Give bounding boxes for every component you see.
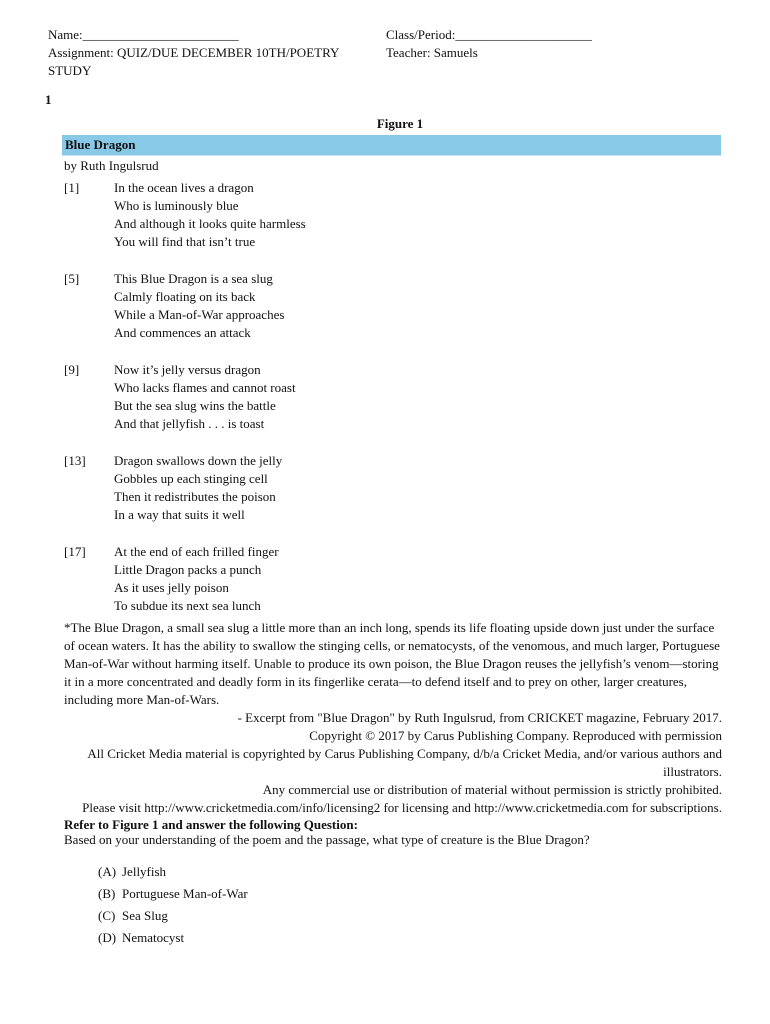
choice-d[interactable] [98,929,498,951]
poem-line: Gobbles up each stinging cell [114,471,268,486]
poem-line: And commences an attack [114,325,251,340]
poem-line: You will find that isn’t true [114,234,256,249]
poem-line: At the end of each frilled finger [114,544,279,559]
source-credits [64,709,722,817]
stanza-lines [114,543,279,615]
poem-line: Then it redistributes the poison [114,489,276,504]
poem-line: Calmly floating on its back [114,289,256,304]
poem-line: Who is luminously blue [114,198,239,213]
excerpt-source: - Excerpt from "Blue Dragon" by Ruth Ingulsrud, from CRICKET magazine, February 2017. [237,710,722,725]
choice-text: Nematocyst [122,930,185,945]
choice-letter: (C) [98,908,116,923]
poem-line: Now it’s jelly versus dragon [114,362,261,377]
choice-c[interactable] [98,907,498,929]
stanza-lines [114,270,284,342]
poem-line: This Blue Dragon is a sea slug [114,271,273,286]
header-right [386,26,726,62]
poem-line: To subdue its next sea lunch [114,598,261,613]
copyright-notice: All Cricket Media material is copyrighted by Carus Publishing Company, d/b/a Cricket Media, and/or various authors and illustrators. [87,746,722,779]
poem-line: And that jellyfish . . . is toast [114,416,265,431]
usage-notice: Any commercial use or distribution of material without permission is strictly prohibited. [262,782,722,797]
licensing-notice: Please visit http://www.cricketmedia.com/info/licensing2 for licensing and http://www.cricketmedia.com for subscriptions. [82,800,722,815]
choice-letter: (D) [98,930,117,945]
stanza-lines [114,361,296,433]
stanza-lines [114,452,282,524]
stanza-number: [9] [64,362,80,377]
stanza-lines [114,179,306,251]
poem-title-bar [62,135,721,156]
poem-author: by Ruth Ingulsrud [64,158,159,173]
poem-line: In a way that suits it well [114,507,245,522]
stanza-number: [13] [64,453,86,468]
question-text: Based on your understanding of the poem and the passage, what type of creature is the Blue Dragon? [64,832,590,847]
poem-line: But the sea slug wins the battle [114,398,276,413]
question-instruction: Refer to Figure 1 and answer the following Question: [64,817,358,832]
assignment-label-cont: STUDY [48,63,92,78]
poem-line: Who lacks flames and cannot roast [114,380,296,395]
choice-b[interactable] [98,885,498,907]
stanza-number: [5] [64,271,80,286]
poem-title: Blue Dragon [65,137,136,152]
assignment-label: Assignment: QUIZ/DUE DECEMBER 10TH/POETRY [48,45,340,60]
header-left [48,26,358,80]
class-period-field[interactable]: Class/Period:_____________________ [386,27,592,42]
poem-line: Little Dragon packs a punch [114,562,262,577]
stanza-number: [1] [64,180,80,195]
poem-line: While a Man-of-War approaches [114,307,285,322]
choice-a[interactable] [98,863,498,885]
name-field[interactable]: Name:________________________ [48,27,239,42]
choice-letter: (A) [98,864,117,879]
poem-line: And although it looks quite harmless [114,216,306,231]
answer-choices [98,863,498,951]
poem-line: As it uses jelly poison [114,580,229,595]
choice-text: Jellyfish [122,864,167,879]
question-number: 1 [45,92,52,107]
teacher-label: Teacher: Samuels [386,45,478,60]
choice-letter: (B) [98,886,116,901]
poem-line: Dragon swallows down the jelly [114,453,283,468]
poem-description: *The Blue Dragon, a small sea slug a little more than an inch long, spends its life floating upside down just under the surface of ocean waters. It has the ability to swallow the stinging cells, or nematocysts, of the venomous, and much larger, Portuguese Man-of-War without harming itself. Unable to produce its own poison, the Blue Dragon reuses the jellyfish’s venom—storing it in a more concentrated and deadly form in its fingerlike cerata—to defend itself and to prey on other, larger creatures, including more Man-of-Wars. [64,620,720,707]
stanza-number: [17] [64,544,86,559]
choice-text: Portuguese Man-of-War [122,886,248,901]
choice-text: Sea Slug [122,908,168,923]
poem-line: In the ocean lives a dragon [114,180,254,195]
copyright-line: Copyright © 2017 by Carus Publishing Company. Reproduced with permission [309,728,722,743]
figure-title: Figure 1 [376,116,424,131]
